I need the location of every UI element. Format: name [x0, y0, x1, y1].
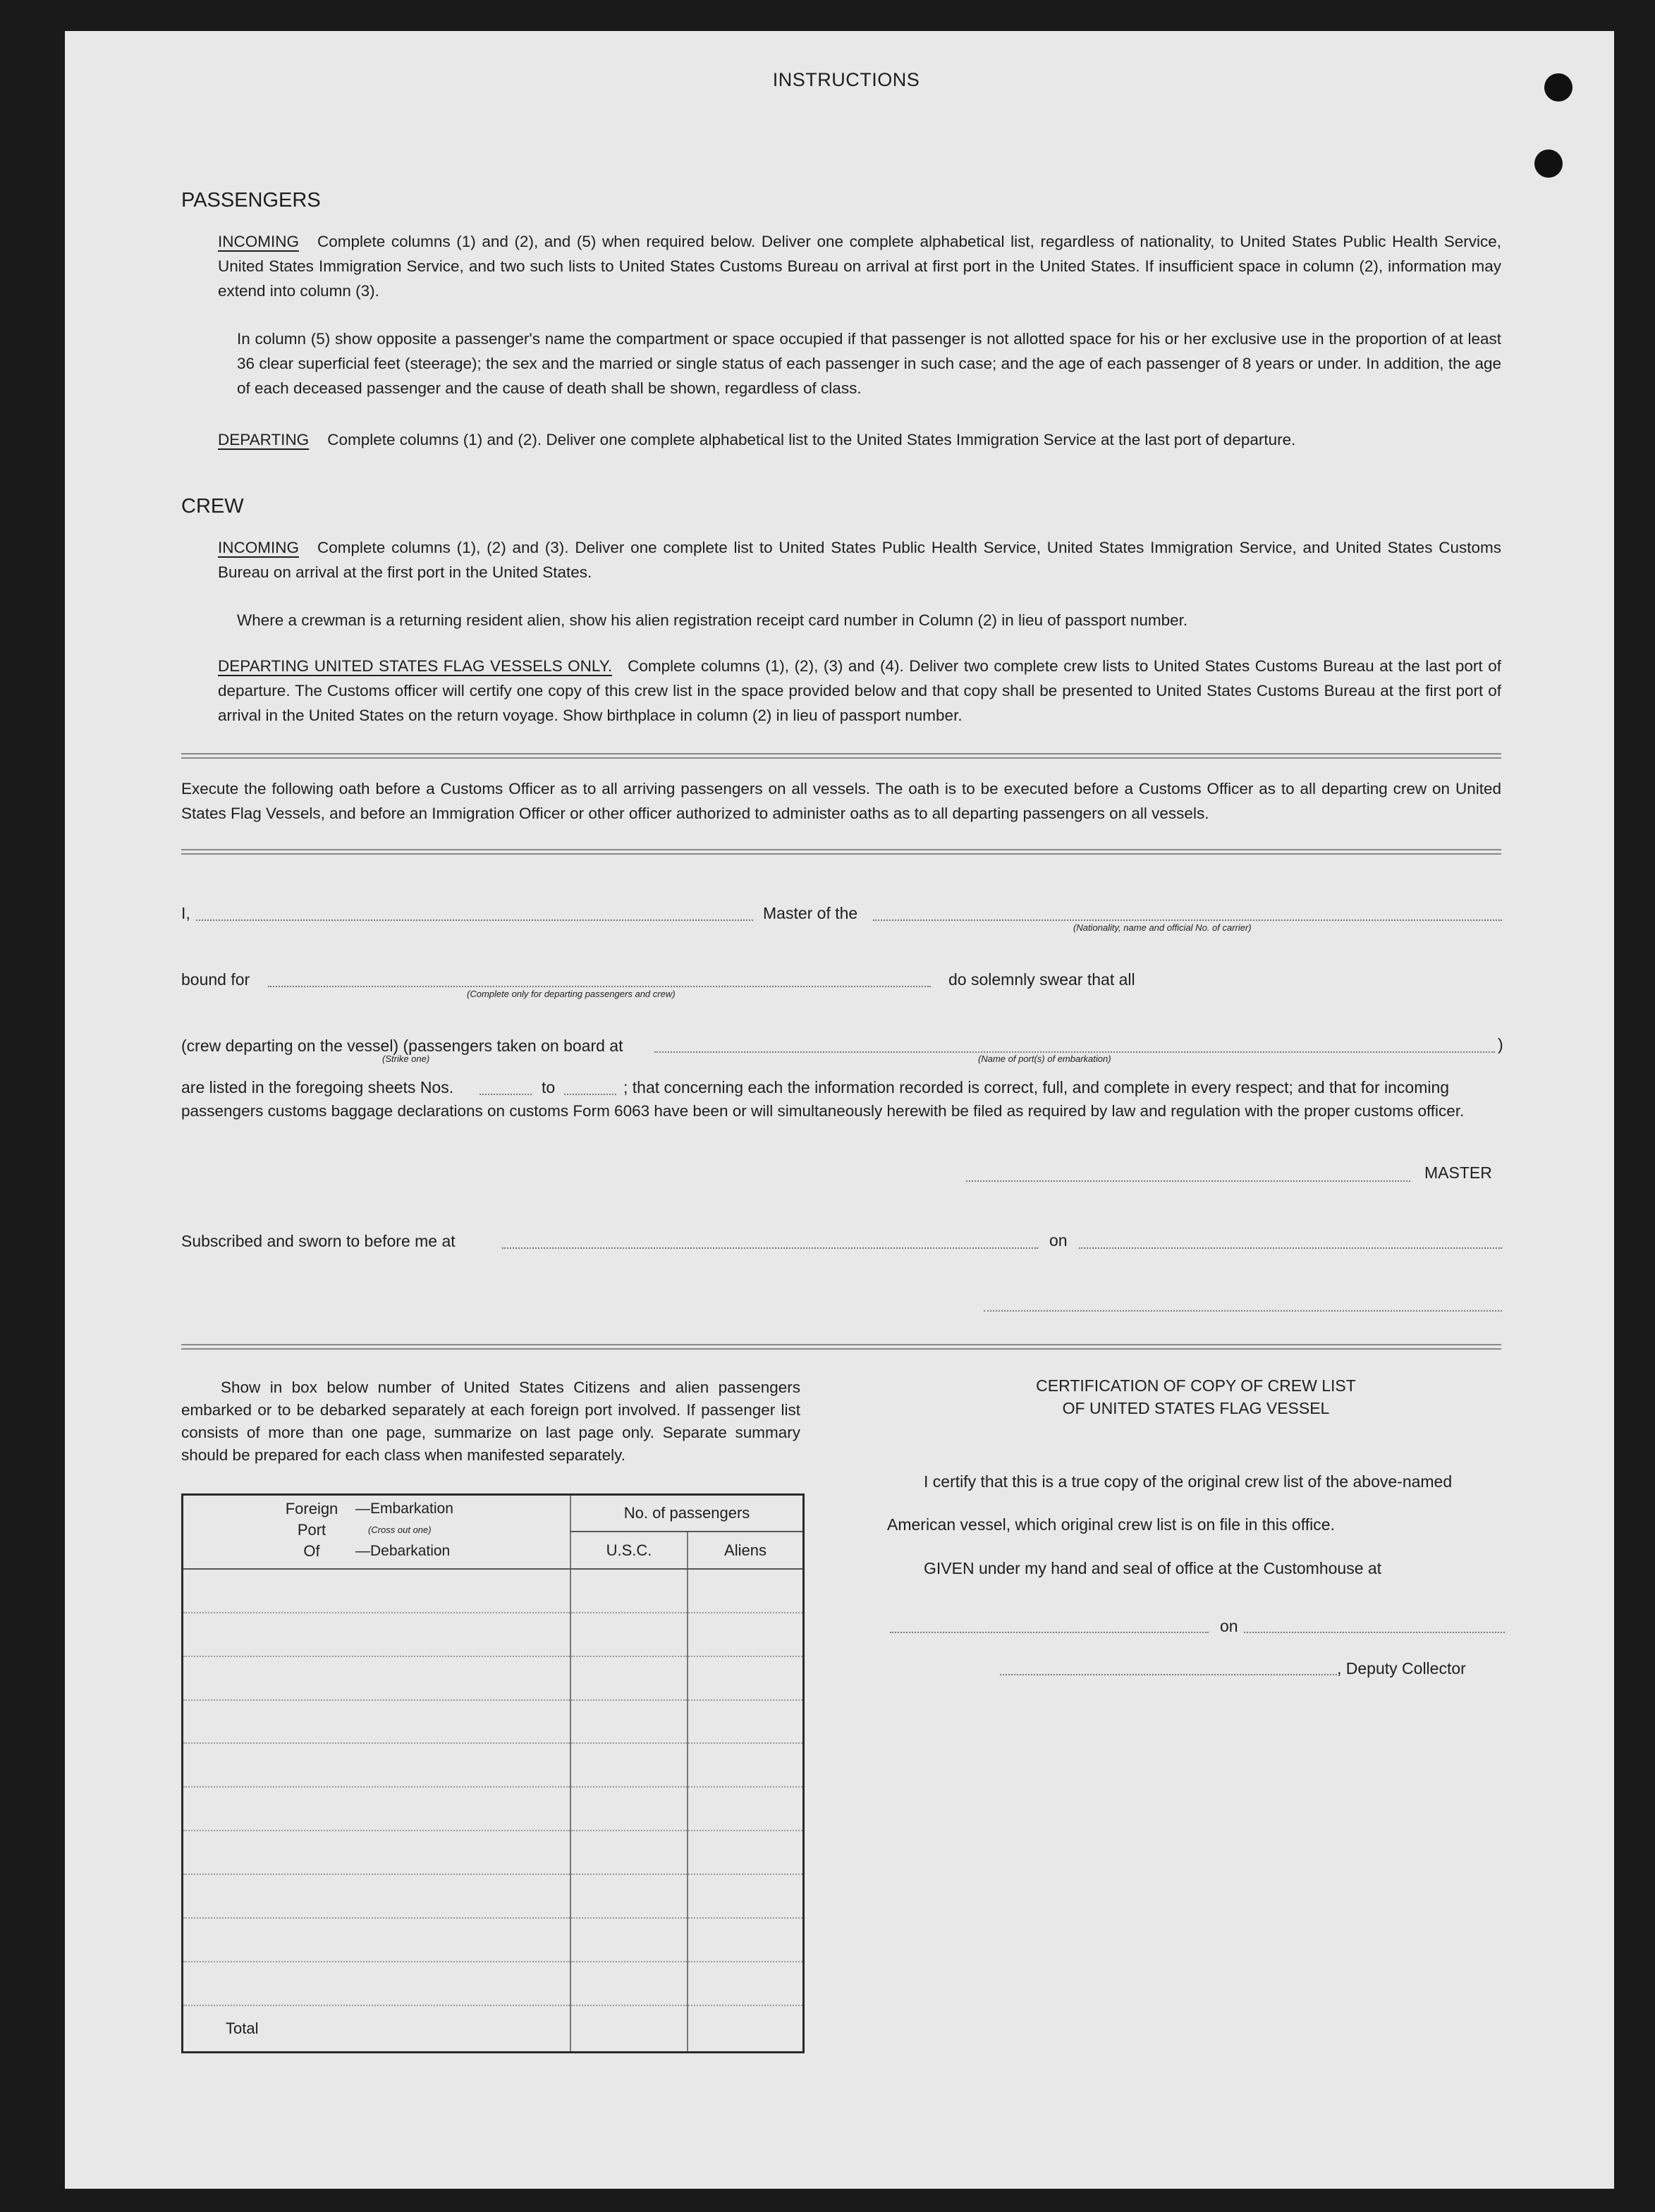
bound-for-hint: (Complete only for departing passengers and crew)	[467, 989, 676, 999]
master-name-field[interactable]	[196, 919, 753, 921]
aliens-total-cell[interactable]	[688, 2005, 804, 2053]
cross-out-hint: (Cross out one)	[368, 1524, 432, 1535]
master-of-the-label: Master of the	[763, 904, 858, 922]
aliens-cell[interactable]	[688, 1831, 804, 1874]
officer-signature-field[interactable]	[984, 1310, 1502, 1312]
subscribed-label: Subscribed and sworn to before me at	[181, 1232, 456, 1250]
certify-text-2: American vessel, which original crew list is on file in this office.	[887, 1515, 1335, 1534]
given-text: GIVEN under my hand and seal of office at the Customhouse at	[924, 1559, 1382, 1577]
passengers-heading: PASSENGERS	[181, 189, 321, 212]
port-cell[interactable]	[183, 1656, 571, 1700]
passengers-incoming-text: Complete columns (1) and (2), and (5) when required below. Deliver one complete alphabetical list, regardless of nationality, to United States Public Health Service, United States Immigration Service, and two such lists to United States Customs Bureau on arrival at first port in the United States. If insufficient space in column (2), information may extend into column (3).	[218, 233, 1501, 300]
strike-hint: (Strike one)	[382, 1053, 430, 1064]
to-label: to	[542, 1078, 556, 1096]
deputy-collector-label: , Deputy Collector	[1337, 1659, 1466, 1678]
port-label: Port	[297, 1521, 326, 1539]
embarkation-option[interactable]: —Embarkation	[355, 1501, 453, 1517]
usc-cell[interactable]	[570, 1613, 688, 1656]
bound-for-field[interactable]	[268, 986, 931, 987]
usc-header: U.S.C.	[570, 1532, 688, 1569]
usc-cell[interactable]	[570, 1962, 688, 2005]
passengers-departing-text: Complete columns (1) and (2). Deliver one complete alphabetical list to the United States Immigration Service at the last port of departure.	[327, 431, 1296, 448]
usc-cell[interactable]	[570, 1874, 688, 1918]
sworn-place-field[interactable]	[502, 1247, 1038, 1249]
aliens-header: Aliens	[688, 1532, 804, 1569]
summary-instruction: Show in box below number of United States Citizens and alien passengers embarked or to be debarked separately at each foreign port involved. If passenger list consists of more than one page, summarize on last page only. Separate summary should be prepared for each class when manifested separately.	[181, 1379, 800, 1464]
table-row	[183, 1918, 804, 1962]
swear-text: do solemnly swear that all	[948, 970, 1135, 989]
of-label: Of	[303, 1542, 320, 1560]
table-row	[183, 1656, 804, 1700]
table-row	[183, 1613, 804, 1656]
listed-start: are listed in the foregoing sheets Nos.	[181, 1078, 454, 1096]
certification-title-1: CERTIFICATION OF COPY OF CREW LIST	[1036, 1376, 1356, 1395]
port-cell[interactable]	[183, 1874, 571, 1918]
crew-heading: CREW	[181, 495, 244, 518]
customhouse-field[interactable]	[890, 1632, 1209, 1633]
aliens-cell[interactable]	[688, 1613, 804, 1656]
port-header	[183, 1495, 571, 1569]
oath-i-label: I,	[181, 904, 190, 922]
certification-date-field[interactable]	[1244, 1632, 1505, 1633]
punch-hole	[1534, 149, 1563, 178]
total-label: Total	[226, 2019, 259, 2037]
table-row	[183, 1787, 804, 1831]
certification-on-label: on	[1220, 1617, 1238, 1635]
divider	[181, 1344, 1501, 1345]
usc-cell[interactable]	[570, 1918, 688, 1962]
crew-departing-label: (crew departing on the vessel) (passengers taken on board at	[181, 1037, 623, 1055]
port-cell[interactable]	[183, 1700, 571, 1744]
divider	[181, 849, 1501, 850]
port-cell[interactable]	[183, 1787, 571, 1831]
usc-cell[interactable]	[570, 1656, 688, 1700]
port-cell[interactable]	[183, 1962, 571, 2005]
divider	[181, 753, 1501, 754]
table-row	[183, 1569, 804, 1613]
aliens-cell[interactable]	[688, 1700, 804, 1744]
passengers-column5-text: In column (5) show opposite a passenger's name the compartment or space occupied if that passenger is not allotted space for his or her exclusive use in the proportion of at least 36 clear superficial feet (steerage); the sex and the married or single status of each passenger in such case; and the age of each passenger of 8 years or under. In addition, the age of each deceased passenger and the cause of death shall be shown, regardless of class.	[237, 330, 1501, 397]
embarkation-hint: (Name of port(s) of embarkation)	[978, 1053, 1111, 1064]
close-paren: )	[1498, 1035, 1503, 1053]
aliens-cell[interactable]	[688, 1656, 804, 1700]
embarkation-port-field[interactable]	[654, 1051, 1495, 1053]
sworn-date-field[interactable]	[1079, 1247, 1502, 1249]
certify-text-1: I certify that this is a true copy of the original crew list of the above-named	[924, 1472, 1453, 1491]
usc-total-cell[interactable]	[570, 2005, 688, 2053]
certification-title-2: OF UNITED STATES FLAG VESSEL	[1062, 1399, 1330, 1417]
on-label: on	[1049, 1231, 1068, 1249]
usc-cell[interactable]	[570, 1787, 688, 1831]
bound-for-label: bound for	[181, 970, 250, 989]
passenger-summary-table	[181, 1493, 805, 2053]
no-passengers-header: No. of passengers	[570, 1495, 804, 1532]
port-cell[interactable]	[183, 1831, 571, 1874]
master-label: MASTER	[1424, 1163, 1492, 1182]
aliens-cell[interactable]	[688, 1918, 804, 1962]
passengers-departing-label: DEPARTING	[218, 431, 310, 448]
sheet-to-field[interactable]	[564, 1094, 616, 1095]
deputy-signature-field[interactable]	[1000, 1674, 1337, 1675]
carrier-field[interactable]	[873, 919, 1502, 921]
listed-rest: ; that concerning each the information recorded is correct, full, and complete in every respect; and that for incoming	[623, 1078, 1450, 1096]
foreign-label: Foreign	[285, 1500, 338, 1517]
crew-incoming-paragraph	[218, 535, 1501, 585]
passengers-incoming-label: INCOMING	[218, 233, 299, 250]
oath-instruction: Execute the following oath before a Customs Officer as to all arriving passengers on all vessels. The oath is to be executed before a Customs Officer as to all departing crew on United States Flag Vessels, and before an Immigration Officer or other officer authorized to administer oaths as to all departing passengers on all vessels.	[181, 780, 1501, 822]
aliens-cell[interactable]	[688, 1962, 804, 2005]
crew-departing-paragraph	[218, 654, 1501, 728]
crew-departing-text: Complete columns (1), (2), (3) and (4). Deliver two complete crew lists to United States Customs Bureau at the last port of departure. The Customs officer will certify one copy of this crew list in the space provided below and that copy shall be presented to United States Customs Bureau at the first port of arrival in the United States on the return voyage. Show birthplace in column (2) in lieu of passport number.	[218, 657, 1501, 724]
carrier-hint: (Nationality, name and official No. of carrier)	[1073, 922, 1252, 933]
port-cell[interactable]	[183, 1918, 571, 1962]
table-row	[183, 1700, 804, 1744]
crew-resident-text: Where a crewman is a returning resident alien, show his alien registration receipt card number in Column (2) in lieu of passport number.	[237, 611, 1188, 629]
crew-incoming-text: Complete columns (1), (2) and (3). Deliver one complete list to United States Public Health Service, United States Immigration Service, and United States Customs Bureau on arrival at the first port in the United States.	[218, 539, 1501, 581]
usc-cell[interactable]	[570, 1831, 688, 1874]
port-cell[interactable]	[183, 1743, 571, 1787]
aliens-cell[interactable]	[688, 1569, 804, 1613]
table-row	[183, 1962, 804, 2005]
divider	[181, 853, 1501, 855]
listed-text-2: passengers customs baggage declarations on customs Form 6063 have been or will simultaneously herewith be filed as required by law and regulation with the proper customs officer.	[181, 1102, 1465, 1120]
total-row	[183, 2005, 804, 2053]
crew-incoming-label: INCOMING	[218, 539, 299, 556]
master-signature-field[interactable]	[966, 1180, 1410, 1182]
usc-cell[interactable]	[570, 1743, 688, 1787]
sheet-from-field[interactable]	[480, 1094, 532, 1095]
aliens-cell[interactable]	[688, 1874, 804, 1918]
divider	[181, 1348, 1501, 1350]
port-cell[interactable]	[183, 1613, 571, 1656]
punch-hole	[1544, 73, 1572, 102]
crew-departing-label: DEPARTING UNITED STATES FLAG VESSELS ONLY.	[218, 657, 613, 675]
debarkation-option[interactable]: —Debarkation	[355, 1543, 451, 1559]
table-row	[183, 1831, 804, 1874]
port-cell[interactable]	[183, 1569, 571, 1613]
passengers-departing-paragraph	[218, 427, 1501, 452]
table-row	[183, 1743, 804, 1787]
table-row	[183, 1874, 804, 1918]
usc-cell[interactable]	[570, 1700, 688, 1744]
passengers-incoming-paragraph	[218, 229, 1501, 303]
divider	[181, 757, 1501, 759]
aliens-cell[interactable]	[688, 1787, 804, 1831]
aliens-cell[interactable]	[688, 1743, 804, 1787]
page-title: INSTRUCTIONS	[772, 69, 920, 90]
usc-cell[interactable]	[570, 1569, 688, 1613]
